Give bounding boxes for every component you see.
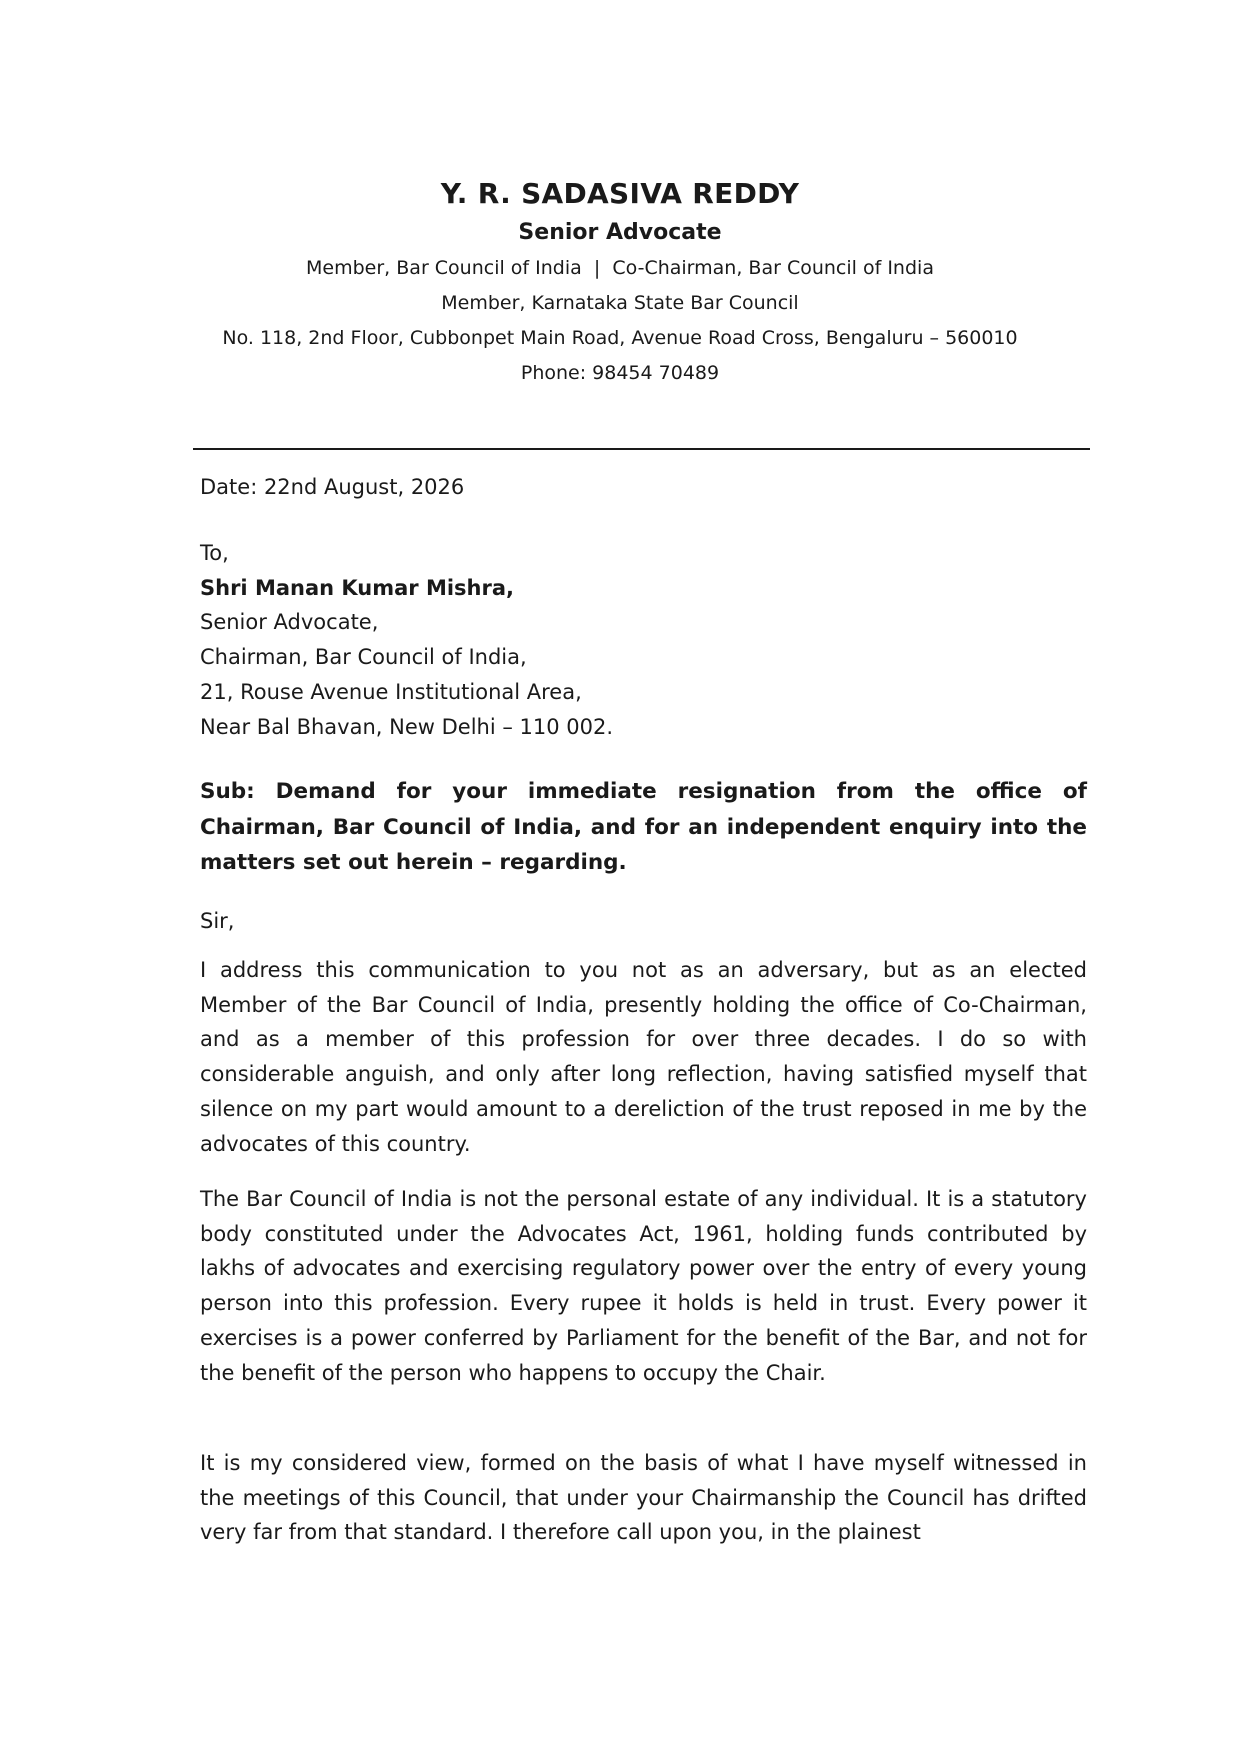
sender-state-council: Member, Karnataka State Bar Council	[441, 292, 799, 314]
recipient-to: To,	[200, 541, 229, 565]
sender-phone: Phone: 98454 70489	[520, 362, 720, 384]
letterhead	[150, 176, 1090, 385]
letterhead-divider	[193, 448, 1090, 450]
letter-date: Date: 22nd August, 2026	[200, 475, 465, 499]
sender-name: Y. R. SADASIVA REDDY	[440, 177, 800, 210]
body-paragraph: The Bar Council of India is not the personal estate of any individual. It is a statutory body constituted under the Advocates Act, 1961, holding funds contributed by lakhs of advocates and exercising regulatory power over the entry of every young person into this profession. Every rupee it holds is held in trust. Every power it exercises is a power conferred by Parliament for the benefit of the Bar, and not for the benefit of the person who happens to occupy the Chair.	[200, 1187, 1087, 1385]
sender-roles: Member, Bar Council of India | Co-Chairman, Bar Council of India	[306, 257, 934, 279]
sender-address: No. 118, 2nd Floor, Cubbonpet Main Road, Avenue Road Cross, Bengaluru – 560010	[222, 327, 1018, 349]
recipient-line: 21, Rouse Avenue Institutional Area,	[200, 679, 582, 704]
body-paragraph: It is my considered view, formed on the basis of what I have myself witnessed in the meetings of this Council, that under your Chairmanship the Council has drifted very far from that standard. I therefore call upon you, in the plainest	[200, 1451, 1087, 1545]
letter-subject: Sub: Demand for your immediate resignation from the office of Chairman, Bar Council of India, and for an independent enquiry into the matters set out herein – regarding.	[200, 779, 1087, 875]
body-paragraph: I address this communication to you not as an adversary, but as an elected Member of the Bar Council of India, presently holding the office of Co-Chairman, and as a member of this profession for over three decades. I do so with considerable anguish, and only after long reflection, having satisfied myself that silence on my part would amount to a dereliction of the trust reposed in me by the advocates of this country.	[200, 958, 1087, 1156]
recipient-line: Near Bal Bhavan, New Delhi – 110 002.	[200, 714, 614, 739]
recipient-name: Shri Manan Kumar Mishra,	[200, 575, 515, 600]
recipient-line: Chairman, Bar Council of India,	[200, 645, 527, 670]
recipient-line: Senior Advocate,	[200, 610, 379, 635]
sender-title: Senior Advocate	[518, 220, 722, 245]
salutation: Sir,	[200, 909, 235, 933]
recipient-address	[200, 536, 1087, 744]
